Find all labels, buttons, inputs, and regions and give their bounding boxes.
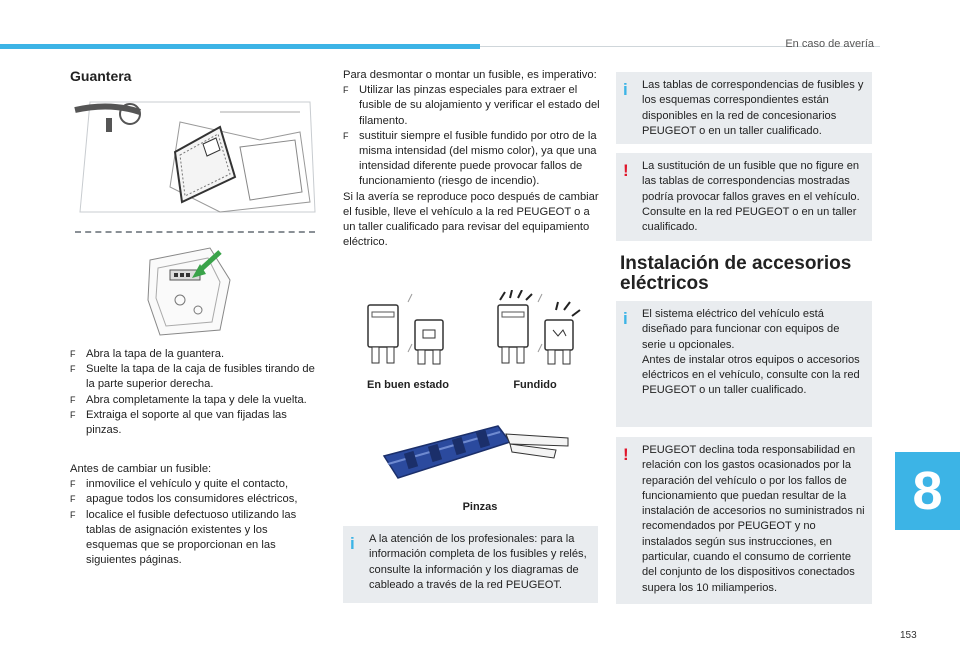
caption-good-fuse: En buen estado bbox=[367, 379, 449, 391]
info-note-tables bbox=[616, 72, 872, 144]
before-item: F localice el fusible defectuoso utilizando las tablas de asignación existentes y los esquemas que se proporcionan en las siguientes páginas. bbox=[70, 508, 297, 567]
bullet-icon: F bbox=[70, 394, 76, 405]
step-item: F Extraiga el soporte al que van fijadas las pinzas. bbox=[70, 408, 287, 437]
procedure-intro: Para desmontar o montar un fusible, es imperativo: bbox=[343, 69, 597, 81]
info-icon: i bbox=[350, 534, 355, 553]
bullet-icon: F bbox=[343, 130, 349, 141]
info-note-electrical bbox=[616, 301, 872, 427]
bullet-icon: F bbox=[343, 85, 349, 96]
caption-blown-fuse: Fundido bbox=[513, 379, 557, 391]
note-text: La sustitución de un fusible que no figure en las tablas de correspondencias mostradas podría provocar fallos graves en el vehículo. Consulte en la red PEUGEOT o en un taller cualificado. bbox=[642, 160, 860, 234]
pliers-illustration bbox=[378, 420, 578, 490]
step-item: F Suelte la tapa de la caja de fusibles tirando de la parte superior derecha. bbox=[70, 363, 315, 391]
warning-icon: ! bbox=[623, 161, 629, 180]
bullet-icon: F bbox=[70, 494, 76, 505]
chapter-number: 8 bbox=[912, 461, 943, 521]
warning-icon: ! bbox=[623, 445, 629, 464]
before-item: F apague todos los consumidores eléctricos, bbox=[70, 492, 322, 507]
note-text: A la atención de los profesionales: para la información completa de los fusibles y relés, consulte la información y los diagramas de cableado a través de la red PEUGEOT. bbox=[369, 533, 587, 591]
info-note-professionals bbox=[343, 526, 598, 603]
glovebox-heading: Guantera bbox=[70, 68, 132, 84]
top-accent-bar bbox=[0, 44, 480, 49]
before-intro: Antes de cambiar un fusible: bbox=[70, 463, 212, 475]
bullet-icon: F bbox=[70, 409, 76, 420]
chapter-tab bbox=[895, 452, 960, 530]
note-text bbox=[642, 307, 866, 399]
glovebox-steps bbox=[70, 347, 322, 438]
good-fuse-icon bbox=[368, 294, 443, 364]
fuse-comparison-illustration bbox=[360, 290, 590, 372]
info-icon: i bbox=[623, 80, 628, 99]
note-text: Las tablas de correspondencias de fusibles y los esquemas correspondientes están disponibles en la red de concesionarios PEUGEOT o en un taller cualificado. bbox=[642, 79, 864, 137]
caption-pliers: Pinzas bbox=[462, 501, 498, 513]
note-paragraph: Antes de instalar otros equipos o accesorios eléctricos en el vehículo, consulte con la red PEUGEOT o un taller cualificado. bbox=[642, 353, 860, 397]
bullet-icon: F bbox=[70, 509, 76, 520]
chapter-title: En caso de avería bbox=[785, 38, 874, 50]
fusebox-illustration bbox=[140, 240, 240, 340]
procedure-item: F Utilizar las pinzas especiales para extraer el fusible de su alojamiento y verificar el estado del filamento. bbox=[343, 84, 600, 127]
glovebox-illustration bbox=[70, 92, 320, 222]
page-number: 153 bbox=[900, 630, 917, 641]
warning-note-fuse bbox=[616, 153, 872, 241]
step-item: F Abra la tapa de la guantera. bbox=[70, 347, 322, 362]
accessories-heading: Instalación de accesorios eléctricos bbox=[620, 253, 852, 294]
warning-note-responsibility bbox=[616, 437, 872, 604]
separator-dashed bbox=[75, 231, 315, 233]
note-paragraph: El sistema eléctrico del vehículo está diseñado para funcionar con equipos de serie u opcionales. bbox=[642, 308, 840, 351]
fuse-procedure bbox=[343, 68, 601, 250]
step-item: F Abra completamente la tapa y dele la vuelta. bbox=[70, 393, 322, 408]
procedure-after: Si la avería se reproduce poco después de cambiar el fusible, lleve el vehículo a la red PEUGEOT o a un taller cualificado para revisar del equipamiento eléctrico. bbox=[343, 190, 599, 249]
bullet-icon: F bbox=[70, 364, 76, 375]
note-text: PEUGEOT declina toda responsabilidad en relación con los gastos ocasionados por la reparación del vehículo o por los fallos de funcionamiento que puedan resultar de la instalación de accesorios no suministrados ni recomendados por PEUGEOT y no instalados según sus instrucciones, en particular, cuando el consumo de corriente del conjunto de los dispositivos conectados supera los 10 miliamperios. bbox=[642, 444, 865, 594]
before-item: F inmovilice el vehículo y quite el contacto, bbox=[70, 477, 322, 492]
info-icon: i bbox=[623, 309, 628, 328]
bullet-icon: F bbox=[70, 349, 76, 359]
procedure-item: F sustituir siempre el fusible fundido por otro de la misma intensidad (del mismo color), ya que una intensidad diferente puede provocar fallos de funcionamiento (riesgo de incendio). bbox=[343, 129, 597, 188]
blown-fuse-icon bbox=[498, 290, 580, 364]
bullet-icon: F bbox=[70, 479, 76, 490]
before-change-block bbox=[70, 462, 322, 568]
